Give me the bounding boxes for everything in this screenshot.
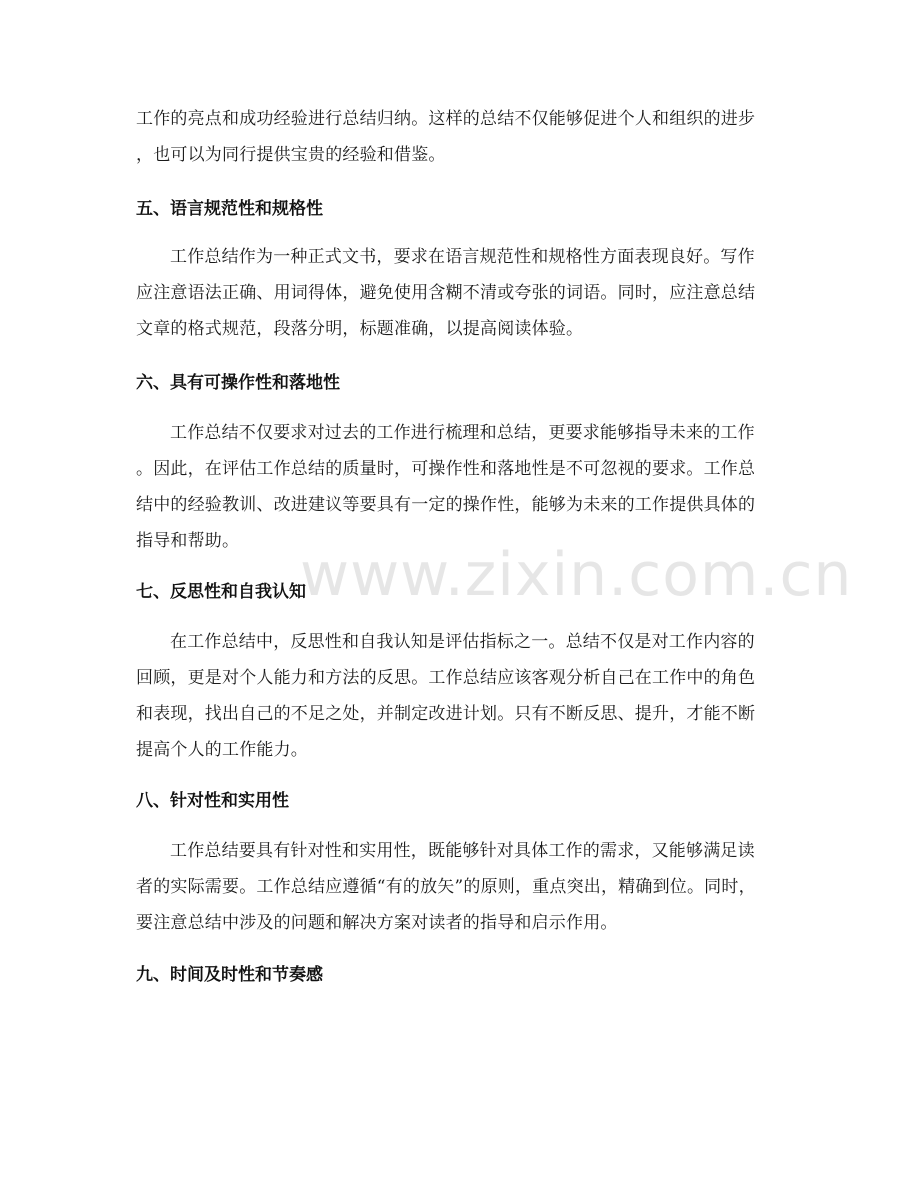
section-heading: 七、反思性和自我认知 — [136, 582, 306, 602]
paragraph-line: 应注意语法正确、用词得体，避免使用含糊不清或夸张的词语。同时，应注意总结 — [136, 283, 756, 303]
paragraph-line: 工作的亮点和成功经验进行总结归纳。这样的总结不仅能够促进个人和组织的进步 — [136, 109, 756, 129]
paragraph-line: ，也可以为同行提供宝贵的经验和借鉴。 — [136, 145, 446, 165]
section-heading: 六、具有可操作性和落地性 — [136, 373, 340, 393]
watermark: www.zixin.com.cn — [300, 540, 853, 610]
paragraph-line: 工作总结作为一种正式文书，要求在语言规范性和规格性方面表现良好。写作 — [170, 247, 755, 267]
paragraph-line: 回顾，更是对个人能力和方法的反思。工作总结应该客观分析自己在工作中的角色 — [136, 668, 756, 688]
paragraph-line: 提高个人的工作能力。 — [136, 740, 308, 760]
section-heading: 九、时间及时性和节奏感 — [136, 965, 323, 985]
paragraph-line: 和表现，找出自己的不足之处，并制定改进计划。只有不断反思、提升，才能不断 — [136, 704, 756, 724]
paragraph-line: 结中的经验教训、改进建议等要具有一定的操作性，能够为未来的工作提供具体的 — [136, 495, 756, 515]
paragraph-line: 工作总结要具有针对性和实用性，既能够针对具体工作的需求，又能够满足读 — [170, 841, 755, 861]
section-heading: 八、针对性和实用性 — [136, 791, 289, 811]
paragraph-line: 要注意总结中涉及的问题和解决方案对读者的指导和启示作用。 — [136, 913, 618, 933]
paragraph-line: 者的实际需要。工作总结应遵循“有的放矢”的原则，重点突出，精确到位。同时， — [136, 877, 756, 897]
paragraph-line: 在工作总结中，反思性和自我认知是评估指标之一。总结不仅是对工作内容的 — [170, 632, 755, 652]
paragraph-line: 指导和帮助。 — [136, 531, 240, 551]
paragraph-line: 。因此，在评估工作总结的质量时，可操作性和落地性是不可忽视的要求。工作总 — [136, 459, 756, 479]
paragraph-line: 工作总结不仅要求对过去的工作进行梳理和总结，更要求能够指导未来的工作 — [170, 423, 755, 443]
section-heading: 五、语言规范性和规格性 — [136, 199, 323, 219]
paragraph-line: 文章的格式规范，段落分明，标题准确，以提高阅读体验。 — [136, 319, 584, 339]
